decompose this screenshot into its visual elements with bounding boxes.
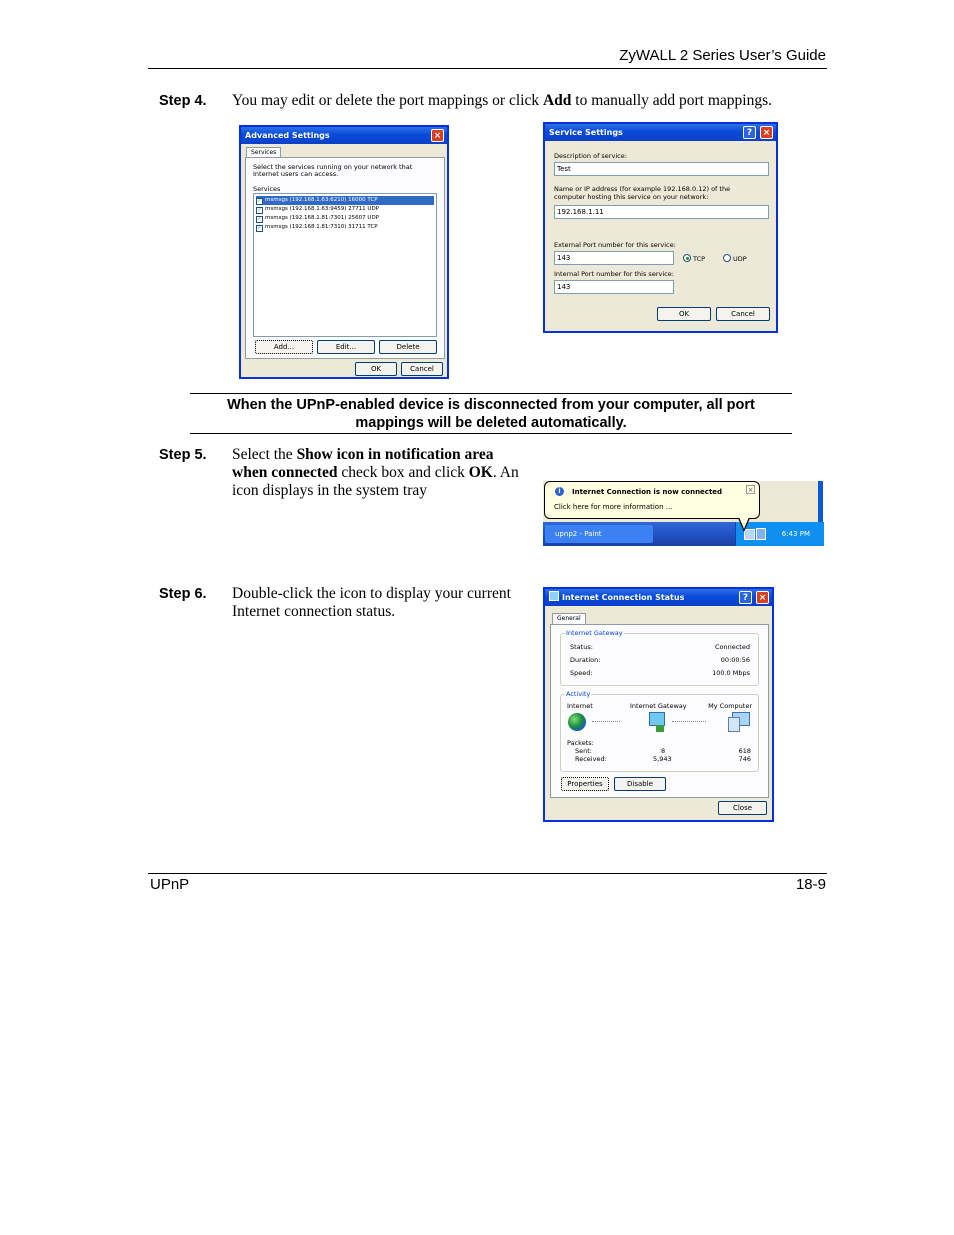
step-5-text bbox=[232, 446, 532, 500]
step-4-text-pre: You may edit or delete the port mappings or click bbox=[232, 92, 543, 109]
internet-gateway-group-label: Internet Gateway bbox=[566, 629, 623, 637]
document-header-title: ZyWALL 2 Series User’s Guide bbox=[619, 47, 826, 64]
service-entry: msmsgs (192.168.1.63:9459) 27711 UDP bbox=[265, 206, 380, 212]
disable-button[interactable]: Disable bbox=[614, 777, 666, 791]
internet-gateway-group bbox=[560, 629, 759, 686]
taskbar bbox=[543, 522, 823, 546]
external-port-label: External Port number for this service: bbox=[554, 241, 676, 249]
balloon-text: Click here for more information ... bbox=[554, 503, 673, 511]
services-panel bbox=[245, 157, 445, 359]
connection-line bbox=[672, 721, 706, 722]
services-instruction: Select the services running on your network that Internet users can access. bbox=[253, 163, 413, 178]
tcp-radio[interactable] bbox=[683, 254, 705, 263]
speed-value: 100.0 Mbps bbox=[712, 669, 750, 677]
checkbox-icon[interactable]: ✓ bbox=[257, 207, 262, 213]
step-5-text-2: check box and click bbox=[337, 464, 469, 481]
general-panel bbox=[550, 624, 769, 798]
step-5-bold-2: when connected bbox=[232, 464, 338, 481]
network-icon bbox=[549, 591, 559, 601]
note bbox=[190, 396, 792, 432]
properties-button[interactable]: Properties bbox=[561, 777, 609, 791]
step-6-label: Step 6. bbox=[159, 586, 207, 602]
cancel-button[interactable]: Cancel bbox=[401, 362, 443, 376]
note-line-1: When the UPnP-enabled device is disconnected from your computer, all port bbox=[227, 397, 755, 413]
help-icon[interactable]: ? bbox=[739, 591, 752, 604]
host-label-line1: Name or IP address (for example 192.168.0.12) of the bbox=[554, 185, 731, 193]
close-icon[interactable]: × bbox=[747, 486, 754, 494]
tray-clock: 6:43 PM bbox=[781, 530, 810, 538]
step-5-text-1: Select the bbox=[232, 446, 297, 463]
step-6-line-2: Internet connection status. bbox=[232, 603, 396, 620]
balloon-tail-fill bbox=[739, 517, 749, 529]
advanced-settings-title: Advanced Settings bbox=[245, 131, 330, 140]
service-entry: msmsgs (192.168.1.63:6210) 16000 TCP bbox=[265, 197, 378, 203]
globe-icon bbox=[568, 713, 586, 731]
activity-group-label: Activity bbox=[566, 690, 591, 698]
checkbox-icon[interactable]: ✓ bbox=[257, 198, 262, 204]
step-4-text-bold: Add bbox=[542, 92, 572, 109]
advanced-settings-titlebar bbox=[241, 127, 447, 144]
ok-button[interactable]: OK bbox=[657, 307, 711, 321]
duration-value: 00:00:56 bbox=[720, 656, 750, 664]
close-button[interactable]: Close bbox=[718, 801, 767, 815]
service-settings-title: Service Settings bbox=[549, 128, 623, 137]
delete-button[interactable]: Delete bbox=[379, 340, 437, 354]
gateway-icon bbox=[649, 712, 665, 726]
step-5-bold-1: Show icon in notification area bbox=[296, 446, 494, 463]
activity-group bbox=[560, 690, 759, 772]
checkbox-icon[interactable]: ✓ bbox=[257, 216, 262, 222]
step-4-label: Step 4. bbox=[159, 93, 207, 109]
tcp-label: TCP bbox=[693, 255, 706, 263]
upnp-connection-icon[interactable] bbox=[756, 528, 766, 540]
close-icon[interactable]: × bbox=[756, 591, 769, 604]
external-port-field[interactable]: 143 bbox=[554, 251, 674, 265]
advanced-settings-window bbox=[239, 125, 449, 379]
services-label: Services bbox=[253, 185, 281, 193]
udp-radio[interactable] bbox=[723, 254, 747, 263]
step-4-text-post: to manually add port mappings. bbox=[571, 92, 772, 109]
note-bottom-rule bbox=[190, 433, 792, 434]
sent-computer-value: 618 bbox=[738, 747, 751, 755]
service-settings-window bbox=[543, 122, 778, 333]
note-top-rule bbox=[190, 393, 792, 394]
step-5-label: Step 5. bbox=[159, 447, 207, 463]
services-list[interactable] bbox=[253, 193, 437, 337]
received-gateway-value: 5,943 bbox=[653, 755, 672, 763]
footer-rule bbox=[148, 873, 827, 874]
help-icon[interactable]: ? bbox=[743, 126, 756, 139]
sent-gateway-value: 8 bbox=[661, 747, 666, 755]
list-item[interactable] bbox=[256, 223, 434, 232]
sent-label: Sent: bbox=[575, 747, 592, 755]
computer-tower-icon bbox=[728, 717, 740, 732]
balloon-title: Internet Connection is now connected bbox=[572, 488, 723, 496]
step-5-bold-3: OK bbox=[468, 464, 493, 481]
info-icon: i bbox=[555, 487, 564, 496]
description-field[interactable]: Test bbox=[554, 162, 769, 176]
step-5-text-4: icon displays in the system tray bbox=[232, 482, 428, 499]
service-entry: msmsgs (192.168.1.81:7301) 25607 UDP bbox=[265, 215, 380, 221]
host-label-line2: computer hosting this service on your network: bbox=[554, 193, 709, 201]
internet-column-label: Internet bbox=[567, 702, 593, 710]
step-5-text-3: . An bbox=[492, 464, 519, 481]
step-6-line-1: Double-click the icon to display your current bbox=[232, 585, 511, 602]
radio-icon bbox=[723, 254, 731, 262]
list-item[interactable] bbox=[256, 205, 434, 214]
tab-services[interactable]: Services bbox=[246, 147, 281, 158]
service-settings-titlebar bbox=[545, 124, 776, 141]
taskbar-item-paint[interactable]: upnp2 - Paint bbox=[545, 525, 653, 543]
edit-button[interactable]: Edit... bbox=[317, 340, 375, 354]
notification-balloon[interactable] bbox=[544, 481, 760, 519]
computer-column-label: My Computer bbox=[708, 702, 752, 710]
status-label: Status: bbox=[570, 643, 593, 651]
list-item[interactable] bbox=[256, 196, 434, 205]
checkbox-icon[interactable]: ✓ bbox=[257, 225, 262, 231]
cancel-button[interactable]: Cancel bbox=[716, 307, 770, 321]
host-field[interactable]: 192.168.1.11 bbox=[554, 205, 769, 219]
gateway-column-label: Internet Gateway bbox=[630, 702, 687, 710]
footer-chapter: UPnP bbox=[150, 876, 190, 893]
service-entry: msmsgs (192.168.1.81:7310) 31711 TCP bbox=[265, 224, 378, 230]
gateway-globe-icon bbox=[656, 725, 664, 732]
radio-selected-icon bbox=[683, 254, 691, 262]
close-icon[interactable]: × bbox=[431, 129, 444, 142]
step-4-text bbox=[232, 92, 772, 110]
header-rule bbox=[148, 68, 827, 69]
connection-status-title: Internet Connection Status bbox=[562, 593, 685, 602]
note-line-2: mappings will be deleted automatically. bbox=[355, 415, 627, 431]
speed-label: Speed: bbox=[570, 669, 593, 677]
add-button[interactable]: Add... bbox=[255, 340, 313, 354]
duration-label: Duration: bbox=[570, 656, 601, 664]
packets-label: Packets: bbox=[567, 739, 594, 747]
received-label: Received: bbox=[575, 755, 607, 763]
ok-button[interactable]: OK bbox=[355, 362, 397, 376]
connection-line bbox=[592, 721, 620, 722]
connection-status-window bbox=[543, 587, 774, 822]
step-6-text bbox=[232, 585, 532, 621]
footer-page-number: 18-9 bbox=[795, 876, 826, 893]
udp-label: UDP bbox=[733, 255, 747, 263]
connection-status-titlebar bbox=[545, 589, 772, 606]
close-icon[interactable]: × bbox=[760, 126, 773, 139]
list-item[interactable] bbox=[256, 214, 434, 223]
received-computer-value: 746 bbox=[738, 755, 751, 763]
description-label: Description of service: bbox=[554, 152, 627, 160]
status-value: Connected bbox=[714, 643, 750, 651]
internal-port-label: Internal Port number for this service: bbox=[554, 270, 674, 278]
internal-port-field[interactable]: 143 bbox=[554, 280, 674, 294]
tab-general[interactable]: General bbox=[552, 613, 586, 624]
